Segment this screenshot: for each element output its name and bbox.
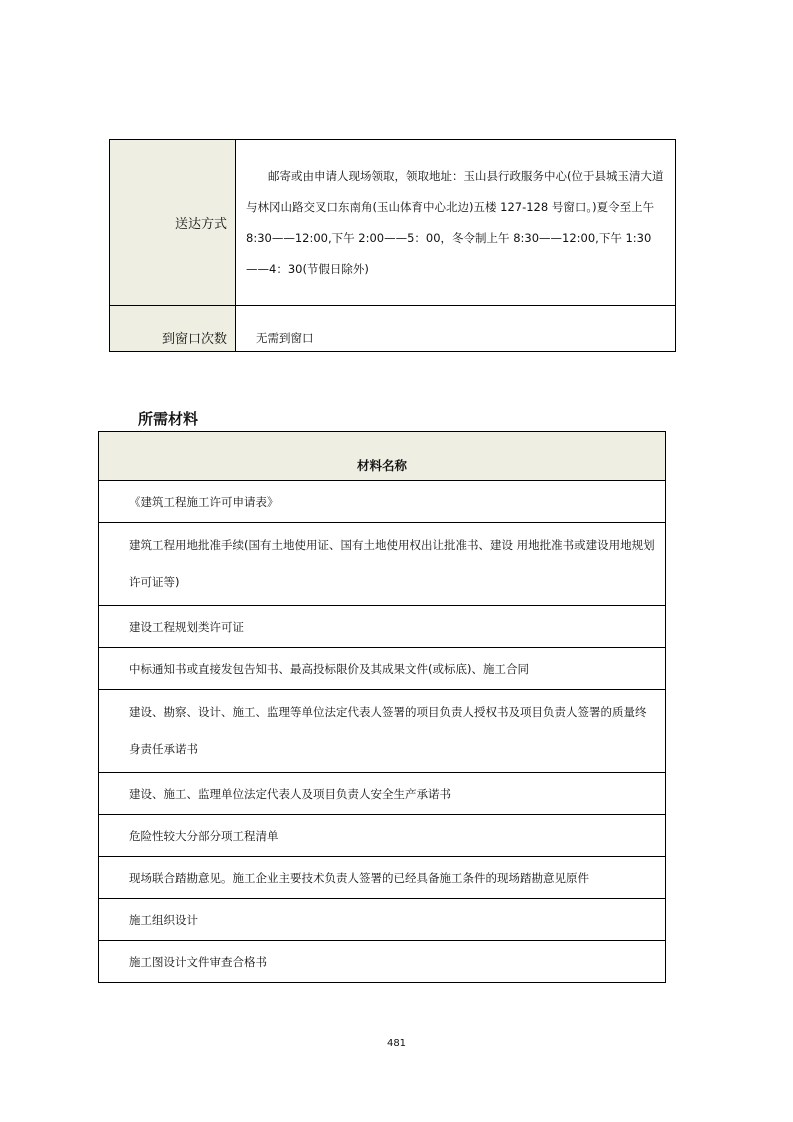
delivery-method-value: 邮寄或由申请人现场领取，领取地址：玉山县行政服务中心(位于县城玉清大道与林冈山路交叉口东南角(玉山体育中心北边)五楼 127-128 号窗口。)夏令至上午 8:30——12:00,下午 2:00——5：00，冬令制上午 8:30——12:00,下午 1:30——4：30(节假日除外) xyxy=(236,140,676,306)
delivery-method-row xyxy=(110,140,676,306)
material-row xyxy=(99,941,666,983)
material-row xyxy=(99,606,666,648)
material-item: 建设、勘察、设计、施工、监理等单位法定代表人签署的项目负责人授权书及项目负责人签署的质量终身责任承诺书 xyxy=(99,690,666,773)
material-row xyxy=(99,648,666,690)
material-item: 《建筑工程施工许可申请表》 xyxy=(99,481,666,523)
window-visits-row xyxy=(110,306,676,352)
material-row xyxy=(99,690,666,773)
window-visits-value: 无需到窗口 xyxy=(236,306,676,352)
material-item: 建设、施工、监理单位法定代表人及项目负责人安全生产承诺书 xyxy=(99,773,666,815)
material-row xyxy=(99,481,666,523)
material-row xyxy=(99,773,666,815)
material-item: 施工图设计文件审查合格书 xyxy=(99,941,666,983)
materials-table xyxy=(98,431,666,983)
material-item: 现场联合踏勘意见。施工企业主要技术负责人签署的已经具备施工条件的现场踏勘意见原件 xyxy=(99,857,666,899)
page-number: 481 xyxy=(386,1038,407,1049)
material-item: 中标通知书或直接发包告知书、最高投标限价及其成果文件(或标底)、施工合同 xyxy=(99,648,666,690)
delivery-method-label: 送达方式 xyxy=(110,140,236,306)
material-item: 危险性较大分部分项工程清单 xyxy=(99,815,666,857)
material-row xyxy=(99,815,666,857)
window-visits-label: 到窗口次数 xyxy=(110,306,236,352)
material-name-column-header: 材料名称 xyxy=(99,432,666,481)
material-row xyxy=(99,523,666,606)
material-row xyxy=(99,857,666,899)
material-item: 建设工程规划类许可证 xyxy=(99,606,666,648)
materials-header-row xyxy=(99,432,666,481)
material-row xyxy=(99,899,666,941)
material-item: 施工组织设计 xyxy=(99,899,666,941)
materials-heading: 所需材料 xyxy=(138,410,199,428)
service-info-table xyxy=(109,139,676,352)
material-item: 建筑工程用地批准手续(国有土地使用证、国有土地使用权出让批准书、建设 用地批准书或建设用地规划许可证等) xyxy=(99,523,666,606)
